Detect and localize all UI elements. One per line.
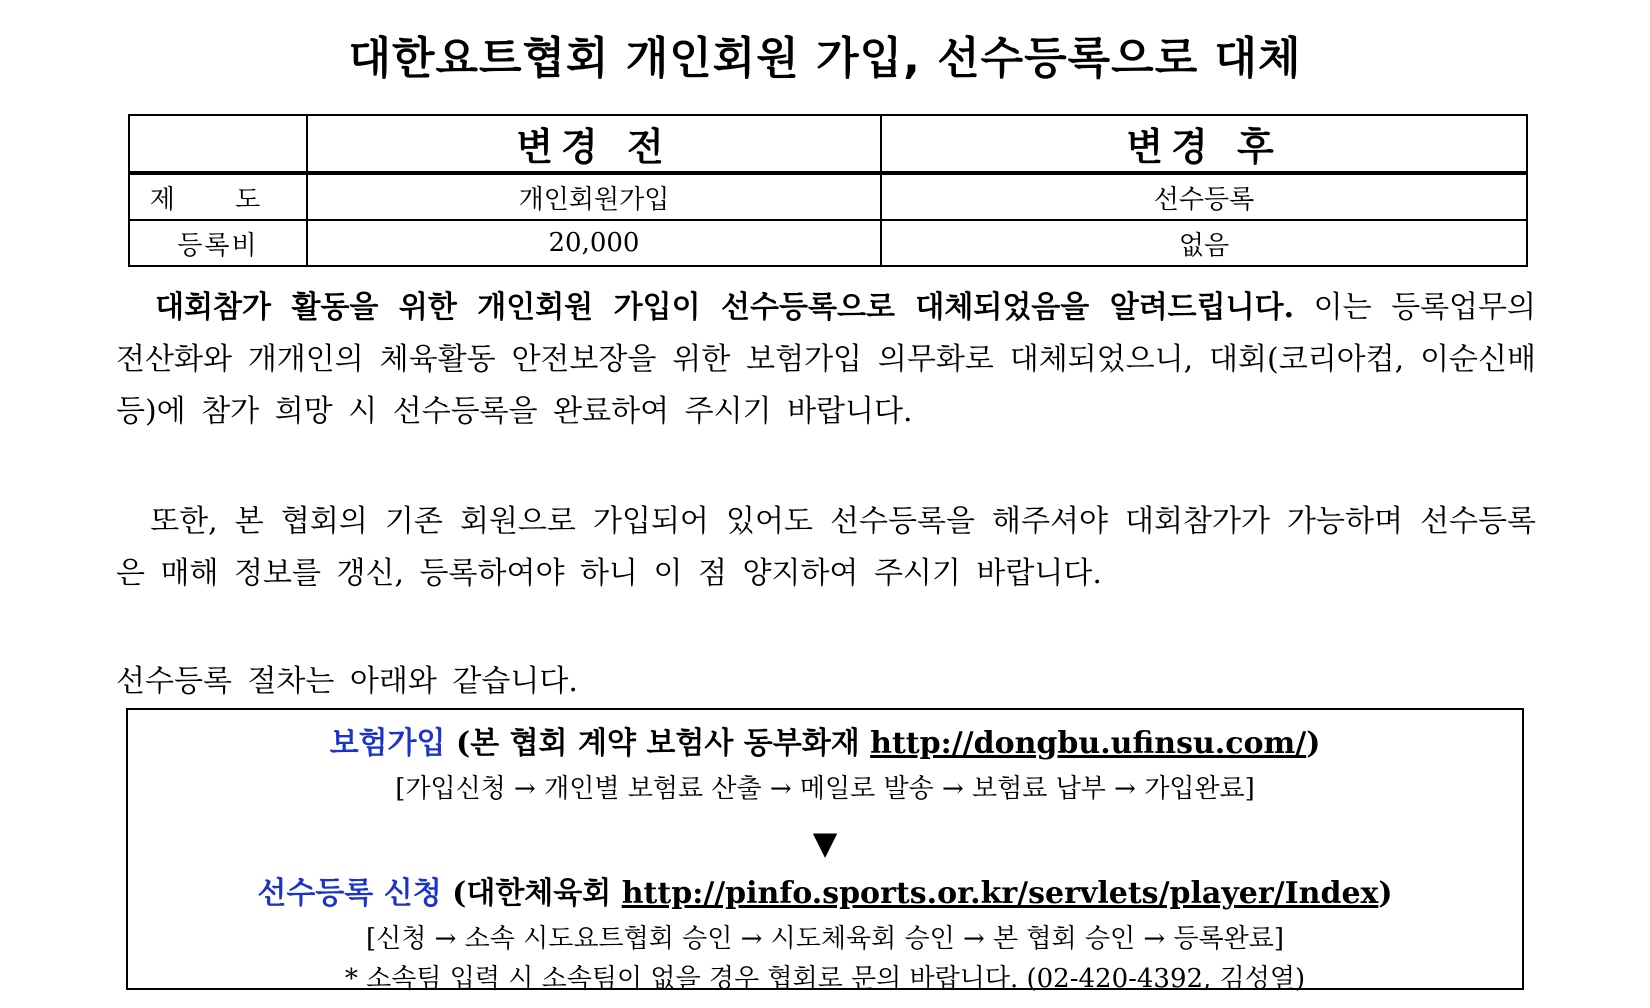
notice-paragraph	[116, 282, 1536, 438]
step2-title: 선수등록 신청	[257, 876, 442, 911]
procedure-intro: 선수등록 절차는 아래와 같습니다.	[116, 664, 578, 699]
down-triangle-icon: ▼	[812, 824, 838, 862]
table-header-blank	[129, 115, 307, 173]
cell-before-system: 개인회원가입	[307, 173, 881, 220]
procedure-box	[126, 708, 1524, 994]
table-row	[129, 220, 1527, 266]
comparison-table	[128, 114, 1528, 267]
row-label-fee: 등록비	[129, 220, 307, 266]
table-header-before: 변경 전	[307, 115, 881, 173]
renewal-paragraph	[116, 496, 1536, 600]
step1-paren-close: )	[1306, 726, 1321, 761]
step1-paren-open: (본 협회 계약 보험사 동부화재	[455, 726, 871, 761]
table-row	[129, 173, 1527, 220]
step1-flow: [가입신청 → 개인별 보험료 산출 → 메일로 발송 → 보험료 납부 → 가입완료]	[395, 774, 1255, 804]
table-header-row	[129, 115, 1527, 173]
insurance-link[interactable]: http://dongbu.ufinsu.com/	[870, 726, 1307, 761]
page-title: 대한요트협회 개인회원 가입, 선수등록으로 대체	[348, 33, 1302, 84]
registration-link[interactable]: http://pinfo.sports.or.kr/servlets/player/Index	[621, 876, 1379, 911]
notice-detail: 이는 등록업무의 전산화와 개개인의 체육활동 안전보장을 위한 보험가입 의무화로 대체되었으니, 대회(코리아컵, 이순신배 등)에 참가 희망 시 선수등록을 완료하여 주시기 바랍니다.	[116, 290, 1536, 429]
notice-bold-sentence: 대회참가 활동을 위한 개인회원 가입이 선수등록으로 대체되었음을 알려드립니다.	[155, 290, 1295, 325]
step2-paren-close: )	[1378, 876, 1393, 911]
step2-paren-open: (대한체육회	[452, 876, 622, 911]
cell-after-system: 선수등록	[881, 173, 1527, 220]
table-header-after: 변경 후	[881, 115, 1527, 173]
step2-heading	[128, 868, 1522, 912]
renewal-text: 또한, 본 협회의 기존 회원으로 가입되어 있어도 선수등록을 해주셔야 대회참가가 가능하며 선수등록은 매해 정보를 갱신, 등록하여야 하니 이 점 양지하여 주시기 바랍니다.	[116, 504, 1536, 591]
step1-heading	[128, 718, 1522, 762]
step2-flow: [신청 → 소속 시도요트협회 승인 → 시도체육회 승인 → 본 협회 승인 → 등록완료]	[365, 924, 1285, 954]
cell-before-fee: 20,000	[307, 220, 881, 266]
contact-note: * 소속팀 입력 시 소속팀이 없을 경우 협회로 문의 바랍니다. (02-420-4392, 김성열)	[344, 964, 1306, 994]
cell-after-fee: 없음	[881, 220, 1527, 266]
step1-title: 보험가입	[329, 726, 446, 761]
row-label-system: 제 도	[129, 173, 307, 220]
